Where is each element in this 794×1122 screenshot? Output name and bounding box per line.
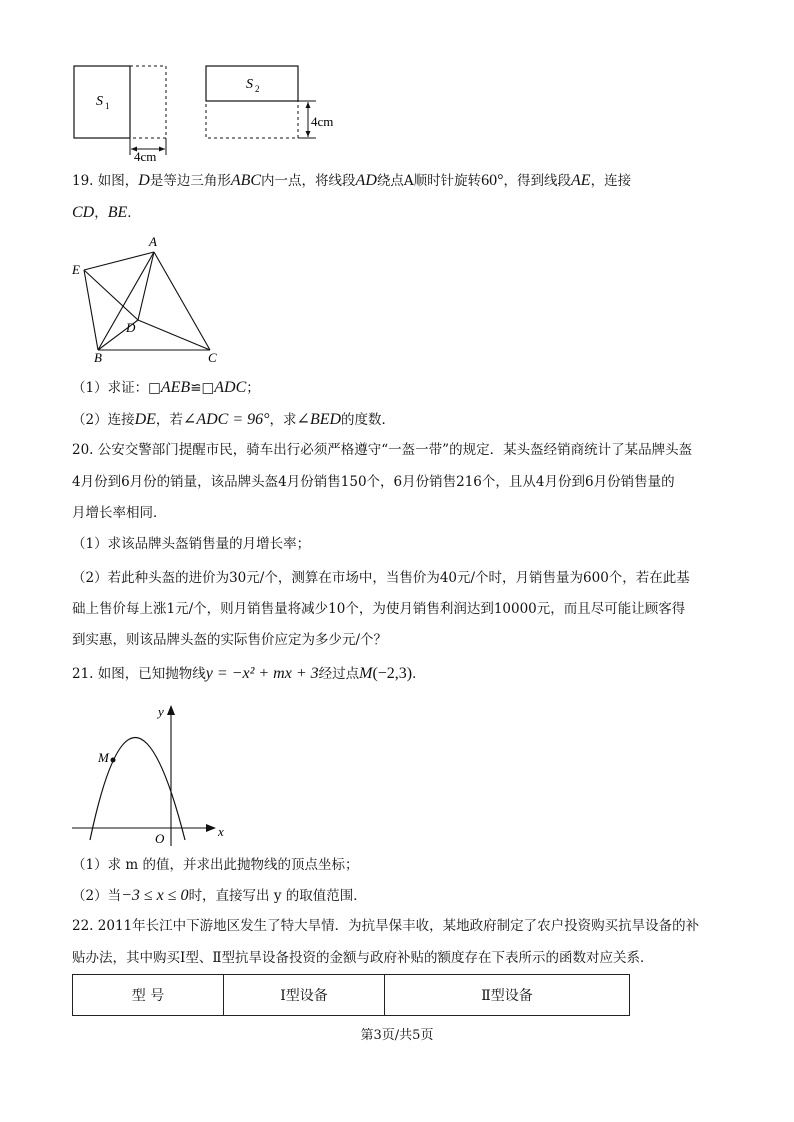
q20-part1: （1）求该品牌头盔销售量的月增长率；	[72, 536, 311, 552]
dim-label-bottom: 4cm	[134, 149, 157, 164]
table-header-type2: Ⅱ型设备	[385, 975, 630, 1016]
point-a-label: A	[149, 234, 157, 249]
parabola-figure	[60, 700, 240, 850]
x-axis-label: x	[218, 824, 224, 839]
s2-subscript: 2	[255, 84, 260, 94]
q20-line2: 4月份到6月份的销量，该品牌头盔4月份销售150个，6月份销售216个，且从4月份到6月份销售量的	[72, 474, 675, 490]
table-header-type1: Ⅰ型设备	[224, 975, 385, 1016]
y-axis-label: y	[158, 704, 164, 719]
point-d-label: D	[126, 320, 136, 335]
point-m-label: M	[98, 750, 109, 765]
q19-line1: 19. 如图，D是等边三角形ABC内一点，将线段AD绕点A顺时针旋转60°，得到线段AE，连接	[72, 172, 632, 189]
origin-label: O	[155, 831, 165, 846]
point-e-label: E	[72, 262, 80, 277]
q20-line3: 月增长率相同．	[72, 505, 167, 521]
q20-part2-line2: 础上售价每上涨1元/个，则月销售量将减少10个，为使月销售利润达到10000元，而且尽可能让顾客得	[72, 601, 686, 617]
q21-part2: （2）当−3 ≤ x ≤ 0时，直接写出 y 的取值范围．	[72, 887, 367, 904]
q20-part2-line3: 到实惠，则该品牌头盔的实际售价应定为多少元/个？	[72, 632, 388, 648]
q19-part1: （1）求证：□AEB≌□ADC；	[72, 379, 260, 396]
q20-line1: 20. 公安交警部门提醒市民，骑车出行必须严格遵守“一盔一带”的规定．某头盔经销商统计了某品牌头盔	[72, 442, 693, 458]
subsidy-table	[72, 974, 630, 1016]
rectangle-figure	[60, 55, 360, 170]
q22-line1: 22. 2011年长江中下游地区发生了特大旱情．为抗旱保丰收，某地政府制定了农户投资购买抗旱设备的补	[72, 918, 700, 934]
table-row	[73, 975, 630, 1016]
q19-part2: （2）连接DE，若∠ADC = 96°，求∠BED的度数．	[72, 411, 396, 428]
s1-subscript: 1	[105, 101, 110, 111]
point-c-label: C	[208, 350, 217, 365]
dim-label-right: 4cm	[311, 114, 334, 129]
q19-line2: CD，BE．	[72, 204, 141, 221]
q20-part2-line1: （2）若此种头盔的进价为30元/个，测算在市场中，当售价为40元/个时，月销售量为600个，若在此基	[72, 570, 690, 586]
q21-part1: （1）求 m 的值，并求出此抛物线的顶点坐标；	[72, 857, 359, 873]
q22-line2: 贴办法，其中购买Ⅰ型、Ⅱ型抗旱设备投资的金额与政府补贴的额度存在下表所示的函数对应关系．	[72, 950, 654, 966]
q21-line1: 21. 如图，已知抛物线y = −x² + mx + 3经过点M(−2,3)．	[72, 665, 426, 682]
s1-label: S	[96, 94, 103, 109]
page-footer: 第3页/共5页	[360, 1028, 434, 1043]
s2-label: S	[246, 77, 253, 92]
point-b-label: B	[94, 350, 102, 365]
table-header-model: 型 号	[73, 975, 224, 1016]
triangle-figure	[60, 230, 240, 370]
